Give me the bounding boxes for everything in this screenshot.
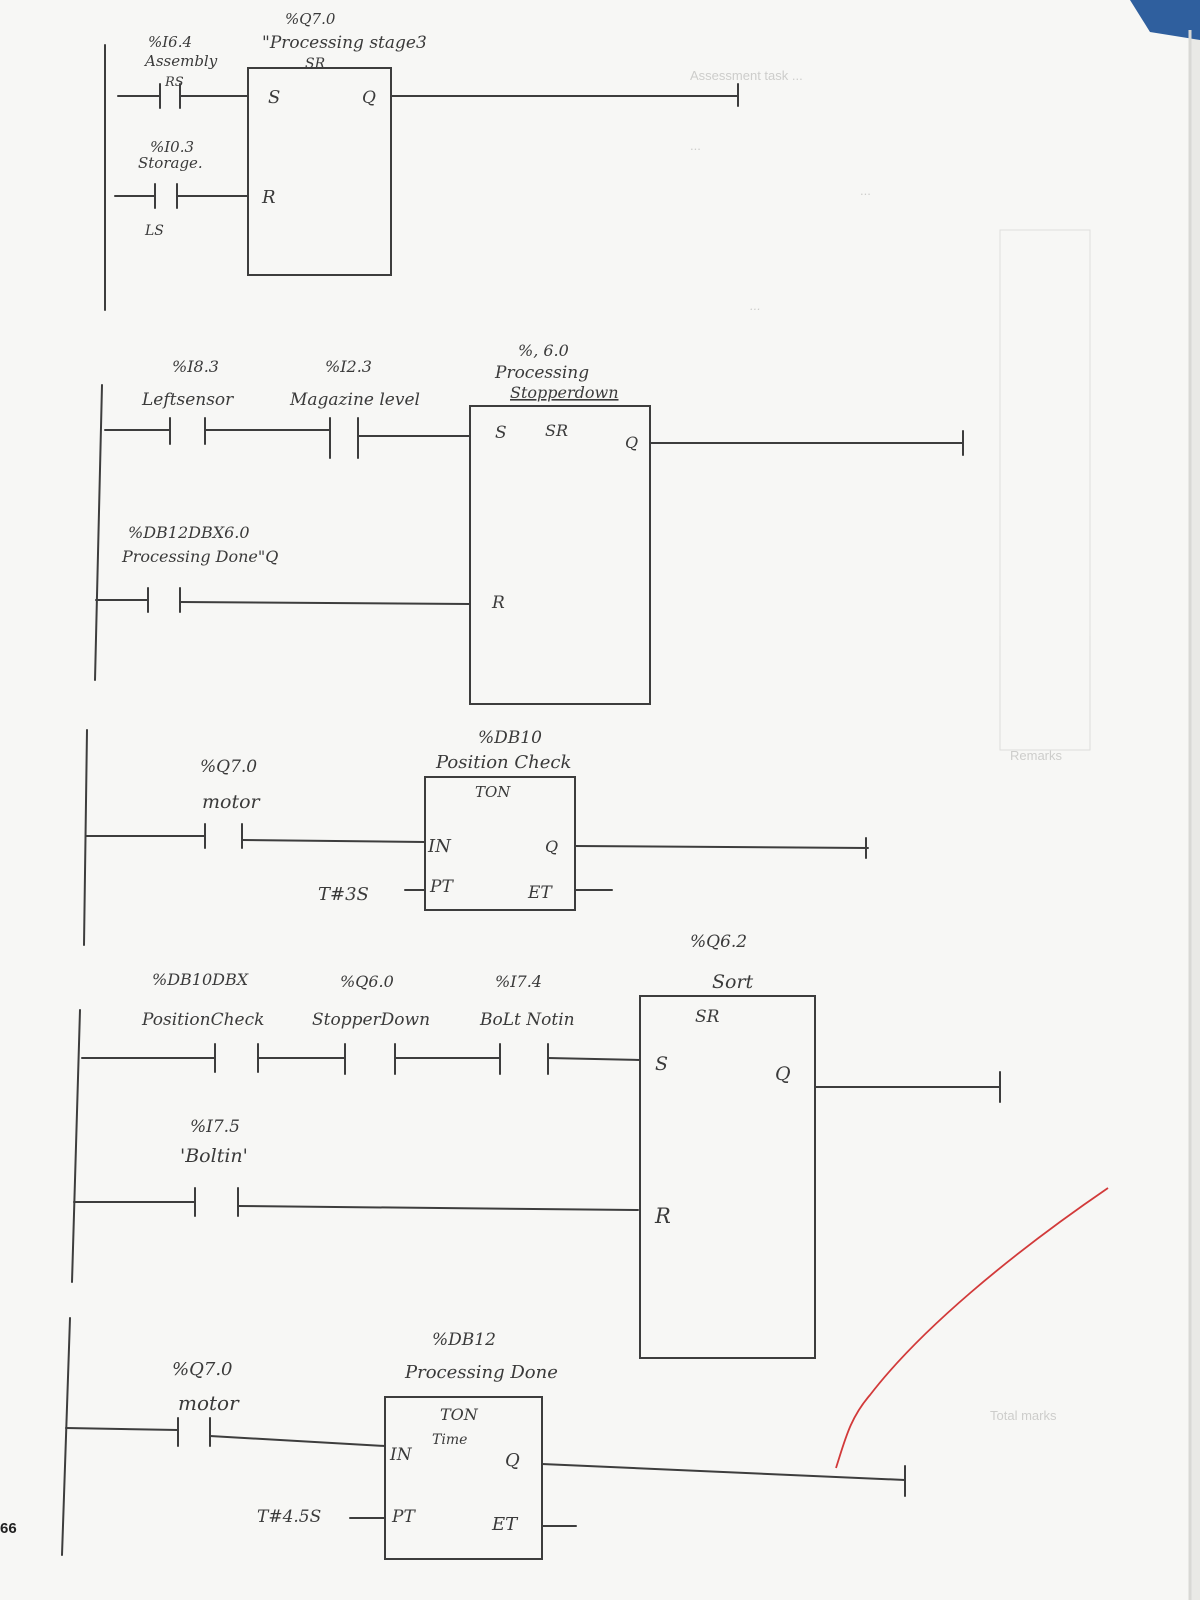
pin-q: Q [362, 88, 376, 108]
contact-address: %Q7.0 [200, 757, 258, 777]
block-name: Processing [495, 363, 590, 383]
block-name: Position Check [436, 752, 572, 773]
preset-time: T#3S [318, 884, 369, 905]
contact-address: %I2.3 [325, 357, 372, 376]
pin-in: IN [390, 1445, 412, 1465]
contact-label: motor [178, 1391, 239, 1415]
block-type: SR [545, 421, 569, 440]
pin-q: Q [625, 433, 639, 452]
pin-et: ET [492, 1514, 518, 1535]
block-type: SR [695, 1007, 720, 1027]
preset-time: T#4.5S [257, 1507, 322, 1527]
block-address: %Q6.2 [690, 932, 748, 952]
contact-address: %I7.5 [190, 1117, 240, 1137]
block-type: TON [440, 1405, 478, 1424]
contact-address: %I0.3 [150, 138, 195, 156]
pin-q: Q [505, 1450, 520, 1471]
pin-q: Q [545, 837, 559, 856]
pin-in: IN [428, 836, 451, 857]
block-address: %, 6.0 [518, 341, 569, 360]
contact-label: Leftsensor [142, 390, 234, 410]
block-address: %Q7.0 [285, 10, 336, 28]
contact-address: %Q7.0 [172, 1359, 233, 1380]
block-type: TON [475, 783, 511, 801]
block-type-2: Time [432, 1432, 468, 1448]
pin-s: S [495, 423, 507, 443]
block-name: Processing Done [405, 1362, 558, 1383]
contact-label: Storage. [138, 154, 203, 172]
block-address: %DB12 [432, 1330, 496, 1350]
contact-label: motor [202, 791, 260, 813]
svg-text:...: ... [690, 138, 701, 153]
contact-label: BoLt Notin [480, 1010, 575, 1030]
pin-r: R [492, 593, 505, 613]
block-name: "Processing stage3 [262, 33, 427, 53]
contact-address: %DB12DBX6.0 [128, 523, 250, 542]
contact-label: StopperDown [312, 1010, 431, 1030]
contact-label: PositionCheck [142, 1010, 265, 1030]
svg-text:Assessment task ...: Assessment task ... [690, 68, 803, 83]
pin-r: R [262, 187, 276, 208]
block-address: %DB10 [478, 728, 542, 748]
contact-address: %I8.3 [172, 357, 219, 376]
svg-text:...: ... [750, 298, 761, 313]
pin-pt: PT [392, 1507, 415, 1527]
pin-et: ET [528, 883, 552, 903]
pin-s: S [655, 1053, 669, 1075]
pin-s: S [268, 87, 281, 108]
contact-extra: RS [165, 75, 184, 90]
svg-text:...: ... [860, 183, 871, 198]
contact-label: Processing Done"Q [122, 547, 279, 566]
pin-r: R [655, 1204, 671, 1228]
block-name: Sort [712, 971, 754, 993]
svg-text:Remarks: Remarks [1010, 748, 1063, 763]
contact-address: %DB10DBX [152, 970, 249, 989]
pin-pt: PT [430, 877, 453, 897]
contact-address: %I7.4 [495, 972, 542, 991]
block-type: SR [305, 56, 326, 72]
page-number: 66 [0, 1520, 17, 1537]
pin-q: Q [775, 1063, 791, 1085]
contact-address: %Q6.0 [340, 972, 394, 991]
block-name-2: Stopperdown [510, 383, 619, 402]
contact-address: %I6.4 [148, 33, 193, 51]
svg-text:Total marks: Total marks [990, 1408, 1057, 1423]
contact-label: 'Boltin' [180, 1145, 248, 1167]
contact-label: Assembly [145, 52, 218, 70]
contact-label: Magazine level [290, 390, 420, 410]
contact-extra: LS [145, 223, 164, 239]
